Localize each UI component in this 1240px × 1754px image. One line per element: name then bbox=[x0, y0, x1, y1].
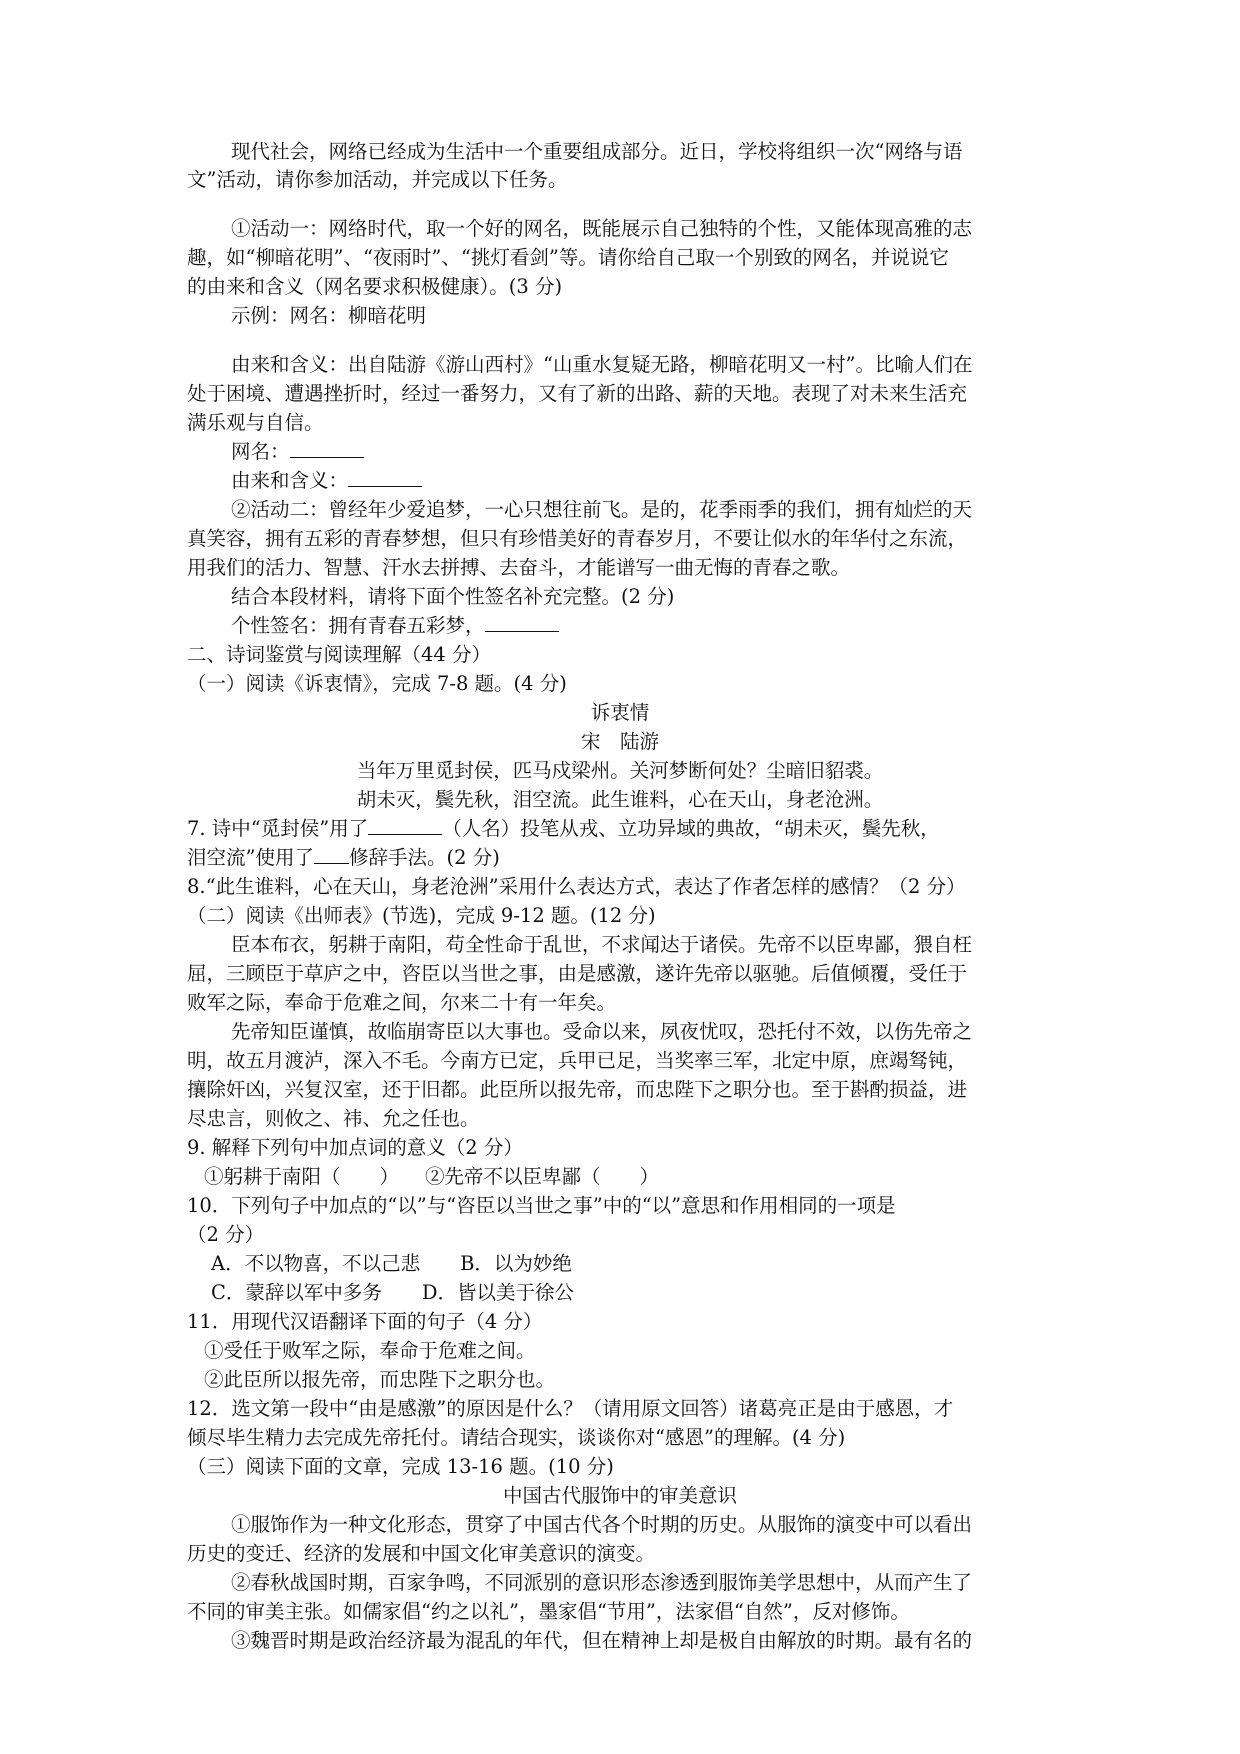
option-b[interactable]: B．以为妙绝 bbox=[460, 1252, 572, 1275]
text-line: ①活动一：网络时代，取一个好的网名，既能展示自己独特的个性，又能体现高雅的志 bbox=[231, 217, 973, 240]
text-line: 文”活动，请你参加活动，并完成以下任务。 bbox=[187, 168, 568, 191]
text-line: 由来和含义：出自陆游《游山西村》“山重水复疑无路，柳暗花明又一村”。比喻人们在 bbox=[231, 353, 973, 376]
text-line: 满乐观与自信。 bbox=[187, 411, 324, 434]
subsection-heading: （二）阅读《出师表》(节选)，完成 9-12 题。(12 分) bbox=[187, 904, 656, 927]
option-a[interactable]: A．不以物喜，不以己悲 bbox=[211, 1252, 421, 1275]
q9-item: ②先帝不以臣卑鄙（ ） bbox=[425, 1165, 660, 1188]
text-line: ②活动二：曾经年少爱追梦，一心只想往前飞。是的，花季雨季的我们，拥有灿烂的天 bbox=[231, 498, 973, 521]
text-line: 结合本段材料，请将下面个性签名补充完整。(2 分) bbox=[231, 585, 675, 608]
q7-text: 泪空流”使用了 bbox=[187, 846, 314, 869]
origin-meaning-line bbox=[231, 466, 422, 495]
label: 个性签名：拥有青春五彩梦， bbox=[231, 614, 485, 637]
answer-blank[interactable] bbox=[314, 843, 349, 864]
question-10-score: （2 分） bbox=[187, 1223, 265, 1246]
question-12-cont: 倾尽毕生精力去完成先帝托付。请结合现实，谈谈你对“感恩”的理解。(4 分) bbox=[187, 1426, 846, 1449]
text-line: 处于困境、遭遇挫折时，经过一番努力，又有了新的出路、薪的天地。表现了对未来生活充 bbox=[187, 382, 968, 405]
answer-blank[interactable] bbox=[485, 611, 559, 632]
text-line: 明，故五月渡泸，深入不毛。今南方已定，兵甲已足，当奖率三军，北定中原，庶竭驽钝， bbox=[187, 1049, 968, 1072]
text-line: 现代社会，网络已经成为生活中一个重要组成部分。近日，学校将组织一次“网络与语 bbox=[231, 140, 963, 163]
text-line: 示例：网名：柳暗花明 bbox=[231, 304, 427, 327]
poem-line: 当年万里觅封侯，匹马戍梁州。关河梦断何处？尘暗旧貂裘。 bbox=[356, 759, 884, 782]
text-line: 的由来和含义（网名要求积极健康）。(3 分) bbox=[187, 275, 563, 298]
label: 由来和含义： bbox=[231, 469, 349, 492]
text-line: 先帝知臣谨慎，故临崩寄臣以大事也。受命以来，夙夜忧叹，恐托付不效，以伤先帝之 bbox=[231, 1020, 973, 1043]
poem-title: 诉衷情 bbox=[590, 701, 650, 724]
q9-item: ①躬耕于南阳（ ） bbox=[204, 1165, 400, 1188]
answer-blank[interactable] bbox=[368, 814, 442, 835]
text-line: 尽忠言，则攸之、祎、允之任也。 bbox=[187, 1107, 480, 1130]
section-heading: 二、诗词鉴赏与阅读理解（44 分） bbox=[187, 643, 492, 666]
question-11: 11．用现代汉语翻译下面的句子（4 分） bbox=[187, 1310, 543, 1333]
question-7 bbox=[187, 814, 940, 843]
option-d[interactable]: D．皆以美于徐公 bbox=[421, 1281, 575, 1304]
text-line: 臣本布衣，躬耕于南阳，苟全性命于乱世，不求闻达于诸侯。先帝不以臣卑鄙，猥自枉 bbox=[231, 933, 973, 956]
question-7-cont bbox=[187, 843, 500, 872]
text-line: 不同的审美主张。如儒家倡“约之以礼”，墨家倡“节用”，法家倡“自然”，反对修饰。 bbox=[187, 1600, 910, 1623]
net-name-line bbox=[231, 437, 364, 466]
question-10: 10．下列句子中加点的“以”与“咨臣以当世之事”中的“以”意思和作用相同的一项是 bbox=[187, 1194, 896, 1217]
q7-text: 修辞手法。(2 分) bbox=[348, 846, 500, 869]
answer-blank[interactable] bbox=[290, 437, 364, 458]
q7-text: 7. 诗中“觅封侯”用了 bbox=[187, 817, 369, 840]
question-12: 12．选文第一段中“由是感激”的原因是什么？（请用原文回答）诸葛亮正是由于感恩，才 bbox=[187, 1397, 954, 1420]
text-line: 攘除奸凶，兴复汉室，还于旧都。此臣所以报先帝，而忠陛下之职分也。至于斟酌损益，进 bbox=[187, 1078, 968, 1101]
text-line: 趣，如“柳暗花明”、“夜雨时”、“挑灯看剑”等。请你给自己取一个别致的网名，并说说它 bbox=[187, 246, 949, 269]
text-line: 历史的变迁、经济的发展和中国文化审美意识的演变。 bbox=[187, 1542, 656, 1565]
answer-blank[interactable] bbox=[348, 466, 422, 487]
poem-line: 胡未灭，鬓先秋，泪空流。此生谁料，心在天山，身老沧洲。 bbox=[356, 788, 884, 811]
question-9-items bbox=[204, 1162, 659, 1191]
subsection-heading: （三）阅读下面的文章，完成 13-16 题。(10 分) bbox=[187, 1455, 614, 1478]
question-9: 9. 解释下列句中加点词的意义（2 分） bbox=[187, 1136, 523, 1159]
question-10-options bbox=[211, 1278, 574, 1307]
question-8: 8.“此生谁料，心在天山，身老沧洲”采用什么表达方式，表达了作者怎样的感情？（2 分） bbox=[187, 875, 966, 898]
q7-text: （人名）投笔从戎、立功异域的典故，“胡未灭，鬓先秋， bbox=[442, 817, 940, 840]
signature-line bbox=[231, 611, 559, 640]
article-title: 中国古代服饰中的审美意识 bbox=[502, 1484, 737, 1507]
question-11-item: ②此臣所以报先帝，而忠陛下之职分也。 bbox=[204, 1368, 556, 1391]
subsection-heading: （一）阅读《诉衷情》，完成 7-8 题。(4 分) bbox=[187, 672, 567, 695]
label: 网名： bbox=[231, 440, 290, 463]
question-10-options bbox=[211, 1249, 572, 1278]
poem-author: 宋 陆游 bbox=[580, 730, 659, 753]
text-line: 用我们的活力、智慧、汗水去拼搏、去奋斗，才能谱写一曲无悔的青春之歌。 bbox=[187, 556, 851, 579]
text-line: ②春秋战国时期，百家争鸣，不同派别的意识形态渗透到服饰美学思想中，从而产生了 bbox=[231, 1571, 973, 1594]
text-line: 败军之际，奉命于危难之间，尔来二十有一年矣。 bbox=[187, 991, 617, 1014]
text-line: ①服饰作为一种文化形态，贯穿了中国古代各个时期的历史。从服饰的演变中可以看出 bbox=[231, 1513, 973, 1536]
question-11-item: ①受任于败军之际，奉命于危难之间。 bbox=[204, 1339, 536, 1362]
text-line: ③魏晋时期是政治经济最为混乱的年代，但在精神上却是极自由解放的时期。最有名的 bbox=[231, 1629, 973, 1652]
text-line: 屈，三顾臣于草庐之中，咨臣以当世之事，由是感激，遂许先帝以驱驰。后值倾覆，受任于 bbox=[187, 962, 968, 985]
option-c[interactable]: C．蒙辞以军中多务 bbox=[211, 1281, 382, 1304]
text-line: 真笑容，拥有五彩的青春梦想，但只有珍惜美好的青春岁月，不要让似水的年华付之东流， bbox=[187, 527, 968, 550]
